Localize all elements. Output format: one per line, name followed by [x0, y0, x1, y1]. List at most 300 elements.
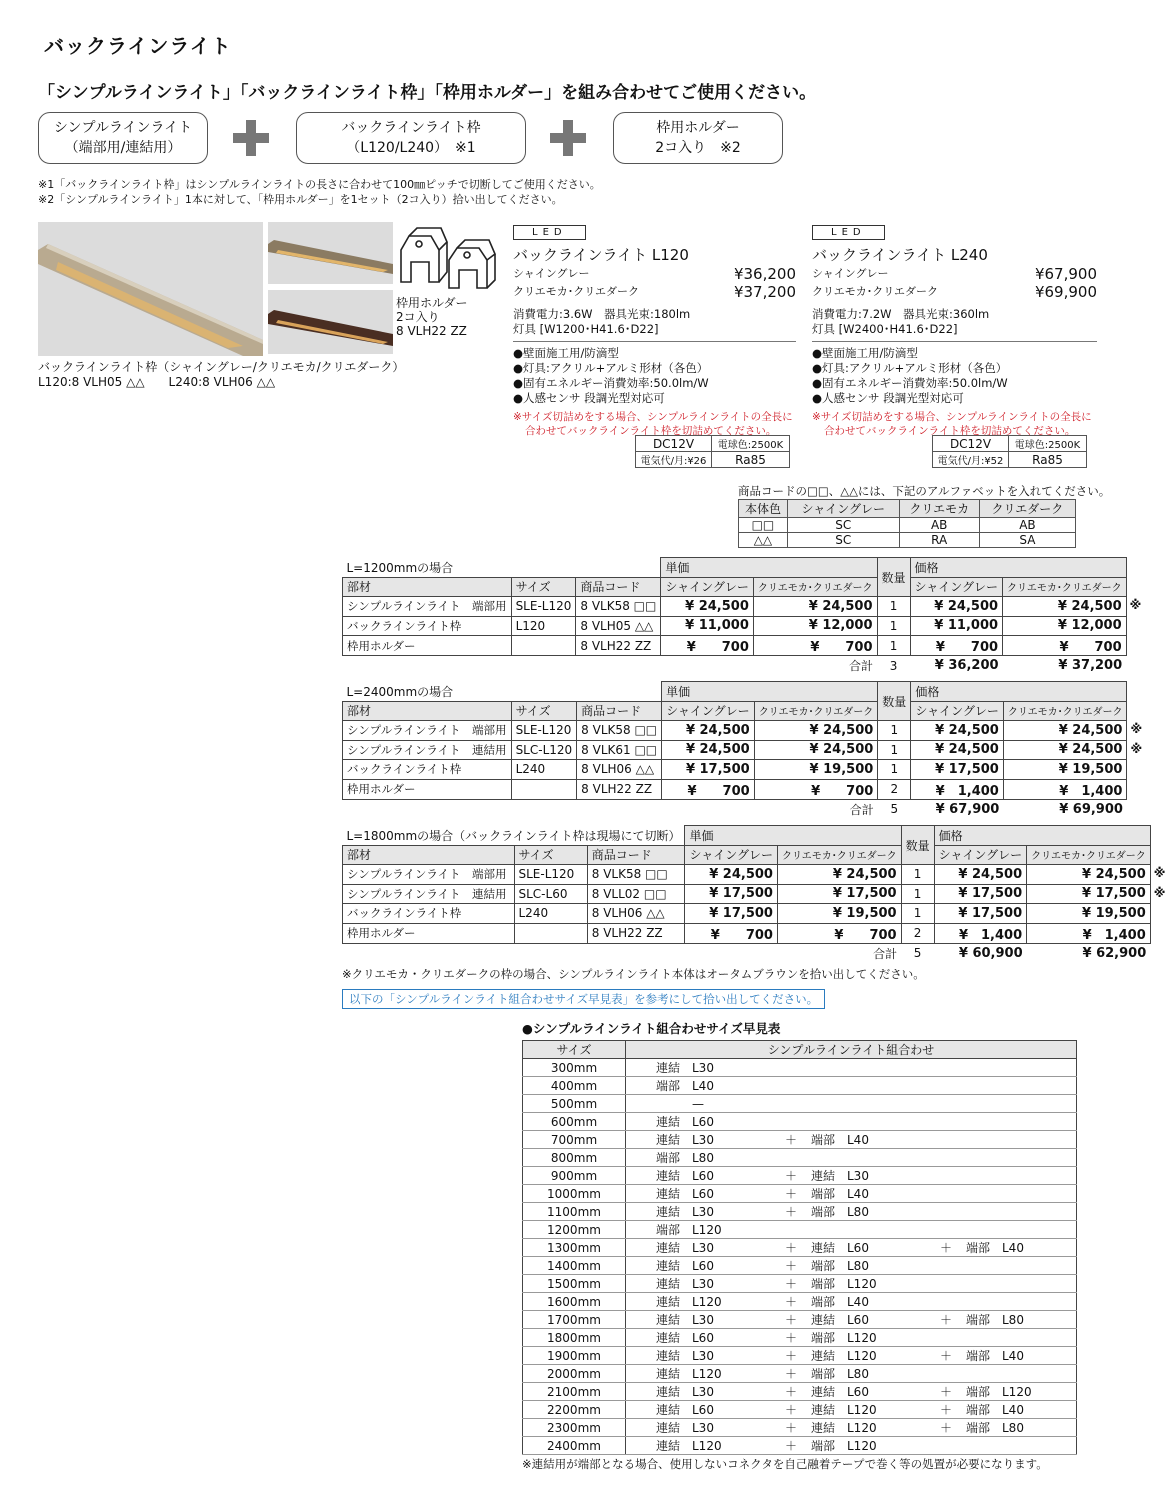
combo-part: 連結 L60	[656, 1403, 714, 1417]
code-cell: 8 VLH22 ZZ	[576, 636, 661, 656]
code-cell: 本体色	[739, 500, 788, 518]
total-price: ¥ 62,900	[1082, 945, 1147, 961]
price-cell: ¥ 17,500	[911, 760, 1004, 780]
size-cell: L240	[511, 760, 577, 780]
qty-cell: 1	[878, 760, 911, 780]
table-caption: L=2400mmの場合	[346, 684, 454, 699]
combo-part: 連結 L60	[811, 1313, 869, 1327]
size-cell: SLE-L120	[511, 597, 576, 617]
part-header: 部材	[343, 701, 512, 721]
price-cell	[1003, 779, 1127, 799]
combo-cell	[626, 1149, 1076, 1166]
code-cell: クリエモカ	[899, 500, 979, 518]
combo-part: ＋	[784, 1133, 797, 1147]
cm-header: クリエモカ･クリエダーク	[777, 845, 901, 865]
price-cell: ¥ 24,500	[910, 597, 1003, 617]
table-row	[523, 1293, 1077, 1311]
spec-1: 消費電力:3.6W 器具光束:180lm	[513, 307, 691, 321]
size-cell: 2300mm	[523, 1419, 626, 1437]
size-cell: 2100mm	[523, 1383, 626, 1401]
combo-part: 端部 L40	[966, 1403, 1024, 1417]
combo-part: ＋	[939, 1313, 952, 1327]
qty-cell: 2	[901, 923, 934, 943]
size-cell	[511, 636, 576, 656]
unit-price-cell: ¥ 17,500	[685, 884, 778, 904]
price-value: ¥ 700	[1059, 640, 1122, 655]
combo-part: 連結 L30	[656, 1061, 714, 1075]
price-row	[812, 265, 1097, 283]
price-table	[342, 557, 1142, 675]
plus-icon	[548, 118, 588, 158]
code-cell: AB	[979, 518, 1075, 533]
total-label: 合計	[873, 946, 898, 961]
code-cell: □□	[739, 518, 788, 533]
warning: ※サイズ切詰めをする場合、シンプルラインライトの全長に	[513, 411, 793, 423]
sg-header: シャイングレー	[662, 701, 755, 721]
size-cell: 800mm	[523, 1149, 626, 1167]
price-value: ¥67,900	[1034, 265, 1097, 283]
qty-cell: 1	[877, 616, 910, 636]
cm-header: クリエモカ･クリエダーク	[753, 577, 877, 597]
combo-part: 端部 L40	[656, 1079, 714, 1093]
component-line2: 2コ入り ※2	[655, 140, 741, 156]
combo-part: 端部 L120	[811, 1439, 877, 1453]
combo-part: ＋	[784, 1349, 797, 1363]
unit-price-cell: ¥ 24,500	[662, 721, 755, 741]
table-row	[343, 865, 1151, 885]
size-cell: 700mm	[523, 1131, 626, 1149]
code-cell: △△	[739, 533, 788, 548]
combo-part: ＋	[784, 1403, 797, 1417]
table-row	[523, 1221, 1077, 1239]
combo-part: ＋	[784, 1439, 797, 1453]
qty-cell: 2	[878, 779, 911, 799]
combo-part: 連結 L120	[656, 1439, 722, 1453]
size-header: サイズ	[511, 577, 576, 597]
table-row	[343, 721, 1127, 741]
combo-part: ＋	[784, 1277, 797, 1291]
plus-icon	[231, 118, 271, 158]
price-cell	[1003, 597, 1142, 617]
price-cell: ¥ 24,500	[911, 721, 1004, 741]
table-row	[523, 1077, 1077, 1095]
table-row	[343, 636, 1127, 656]
unit-price-cell: ¥ 700	[685, 923, 778, 943]
combo-part: 端部 L120	[966, 1385, 1032, 1399]
table-row	[523, 1131, 1077, 1149]
combo-part: 連結 L120	[656, 1295, 722, 1309]
price-cell: ¥ 1,400	[934, 923, 1027, 943]
qty-cell: 1	[901, 865, 934, 885]
combo-part: 端部 L120	[811, 1331, 877, 1345]
table-row	[343, 760, 1127, 780]
warning: 合わせてバックラインライト枠を切詰めてください。	[525, 425, 777, 437]
combo-part: 連結 L60	[656, 1259, 714, 1273]
total-row	[343, 943, 1151, 963]
table-row	[343, 779, 1127, 799]
combo-part: 連結 L30	[656, 1421, 714, 1435]
feature: ●壁面施工用/防滴型	[513, 346, 619, 360]
photo-caption	[38, 360, 404, 390]
size-cell: 2200mm	[523, 1401, 626, 1419]
sg-header: シャイングレー	[685, 845, 778, 865]
code-cell: クリエダーク	[979, 500, 1075, 518]
combo-part: ＋	[784, 1187, 797, 1201]
price-value: ¥37,200	[733, 283, 796, 301]
combo-part: ＋	[784, 1331, 797, 1345]
price-cell: ¥ 24,500	[934, 865, 1027, 885]
combo-cell	[626, 1275, 1076, 1292]
price-header: 価格	[910, 558, 1126, 578]
ra-value: Ra85	[712, 452, 790, 468]
combo-part: 連結 L30	[656, 1277, 714, 1291]
combo-header: シンプルラインライト組合わせ	[626, 1041, 1077, 1059]
code-cell: 8 VLK58 □□	[576, 597, 661, 617]
feature: ●壁面施工用/防滴型	[812, 346, 918, 360]
spec-1: 消費電力:7.2W 器具光束:360lm	[812, 307, 990, 321]
price-row	[812, 283, 1097, 301]
combo-cell	[626, 1095, 1076, 1112]
combo-part: 連結 L120	[811, 1349, 877, 1363]
combo-part: 連結 L120	[656, 1367, 722, 1381]
combo-part: 連結 L60	[656, 1331, 714, 1345]
unit-price-cell: ¥ 24,500	[754, 721, 878, 741]
component-line1: 枠用ホルダー	[656, 120, 740, 136]
asterisk-mark: ※	[1153, 866, 1165, 880]
part-cell: バックラインライト枠	[343, 760, 512, 780]
combo-part: 端部 L120	[811, 1277, 877, 1291]
part-cell: バックラインライト枠	[343, 904, 515, 924]
price-value: ¥ 1,400	[1082, 927, 1146, 943]
price-cell: ¥ 11,000	[910, 616, 1003, 636]
combo-part: 連結 L30	[656, 1241, 714, 1255]
holder-caption-line2: 2コ入り	[396, 310, 440, 324]
combo-part: 端部 L40	[811, 1295, 869, 1309]
size-cell: 1400mm	[523, 1257, 626, 1275]
part-cell: シンプルラインライト 端部用	[343, 597, 512, 617]
product-photo-dark	[268, 290, 393, 354]
code-note: 商品コードの□□、△△には、下記のアルファベットを入れてください。	[738, 484, 1111, 498]
sg-header: シャイングレー	[661, 577, 754, 597]
combo-part: ＋	[784, 1295, 797, 1309]
combo-cell	[626, 1131, 1076, 1148]
qty-cell: 1	[901, 904, 934, 924]
combo-part: 端部 L40	[811, 1187, 869, 1201]
table-row	[343, 597, 1127, 617]
product-photo-gray	[268, 222, 393, 284]
total-qty: 5	[890, 802, 899, 816]
price-value: ¥ 24,500	[1058, 742, 1123, 758]
code-cell: 8 VLH22 ZZ	[577, 779, 662, 799]
code-cell: 8 VLK58 □□	[577, 721, 662, 741]
price-cell	[1027, 865, 1165, 885]
qty-cell: 1	[878, 740, 911, 760]
total-label: 合計	[848, 659, 873, 673]
price-row	[513, 283, 796, 301]
table-row	[523, 1239, 1077, 1257]
photo-caption-line2: L120:8 VLH05 △△ L240:8 VLH06 △△	[38, 375, 276, 389]
component-line2: （L120/L240） ※1	[346, 140, 476, 156]
size-cell: 1200mm	[523, 1221, 626, 1239]
unit-price-cell: ¥ 17,500	[685, 904, 778, 924]
sg-header: シャイングレー	[911, 701, 1004, 721]
combo-part: 連結 L30	[656, 1133, 714, 1147]
asterisk-mark: ※	[1130, 741, 1143, 756]
size-cell	[511, 779, 577, 799]
price-table	[342, 825, 1165, 963]
size-cell: 1800mm	[523, 1329, 626, 1347]
cm-header: クリエモカ･クリエダーク	[754, 701, 878, 721]
total-price: ¥ 36,200	[934, 658, 999, 673]
unit-price-cell: ¥ 700	[753, 636, 877, 656]
code-cell: シャイングレー	[787, 500, 899, 518]
code-header: 商品コード	[576, 577, 661, 597]
combo-part: 連結 L120	[811, 1403, 877, 1417]
combo-cell	[626, 1329, 1076, 1346]
part-cell: シンプルラインライト 連結用	[343, 884, 515, 904]
qty-header: 数量	[877, 558, 910, 597]
combo-cell	[626, 1257, 1076, 1274]
combo-cell	[626, 1401, 1076, 1418]
price-value: ¥69,900	[1034, 283, 1097, 301]
combo-part: 連結 L60	[656, 1115, 714, 1129]
combo-part: 連結 L120	[811, 1421, 877, 1435]
combo-part: 連結 L60	[656, 1169, 714, 1183]
price-row	[513, 265, 796, 283]
combo-cell	[626, 1239, 1076, 1256]
qty-cell: 1	[877, 636, 910, 656]
combo-part: ＋	[939, 1421, 952, 1435]
component-simple-line-light	[38, 112, 208, 164]
total-price: ¥ 37,200	[1058, 658, 1123, 673]
color-label: シャイングレー	[812, 267, 889, 280]
size-cell: 2000mm	[523, 1365, 626, 1383]
feature: ●灯具:アクリル+アルミ形材（各色）	[513, 361, 709, 375]
component-line1: シンプルラインライト	[53, 120, 193, 136]
combo-part: 端部 L40	[811, 1133, 869, 1147]
price-cell	[1003, 760, 1127, 780]
combo-part: 端部 L80	[966, 1421, 1024, 1435]
table-row	[523, 1329, 1077, 1347]
price-cell	[1027, 923, 1151, 943]
component-backline-frame	[296, 112, 526, 164]
holder-illustration	[395, 222, 500, 292]
price-header: 価格	[911, 682, 1127, 702]
size-cell: 1600mm	[523, 1293, 626, 1311]
combo-part: 端部 L80	[656, 1151, 714, 1165]
spec-2: 灯具 [W2400･H41.6･D22]	[812, 322, 1097, 342]
price-value: ¥ 24,500	[1058, 722, 1123, 738]
table-row	[523, 1149, 1077, 1167]
qty-cell: 1	[901, 884, 934, 904]
sg-header: シャイングレー	[910, 577, 1003, 597]
price-value: ¥36,200	[733, 265, 796, 283]
code-table	[738, 499, 1076, 548]
combo-part: 端部 L80	[811, 1367, 869, 1381]
price-cell: ¥ 17,500	[934, 884, 1027, 904]
spec-table-l120	[635, 435, 790, 468]
combo-part: ＋	[939, 1403, 952, 1417]
code-header: 商品コード	[587, 845, 685, 865]
note-after: ※クリエモカ・クリエダークの枠の場合、シンプルラインライト本体はオータムブラウンを拾い出してください。	[342, 967, 925, 981]
unit-price-cell: ¥ 700	[777, 923, 901, 943]
code-cell: 8 VLH06 △△	[587, 904, 685, 924]
product-card-l120	[513, 220, 796, 438]
unit-header: 単価	[685, 826, 901, 846]
feature: ●固有エネルギー消費効率:50.0lm/W	[812, 376, 1008, 390]
code-cell: SC	[787, 533, 899, 548]
lead-text: 「シンプルラインライト」「バックラインライト枠」「枠用ホルダー」を組み合わせてご使用ください。	[38, 83, 817, 103]
combo-cell	[626, 1383, 1076, 1400]
price-value: ¥ 24,500	[1082, 866, 1146, 882]
price-cell: ¥ 700	[910, 636, 1003, 656]
size-cell: 1700mm	[523, 1311, 626, 1329]
code-cell: AB	[899, 518, 979, 533]
combo-part: —	[656, 1097, 705, 1111]
price-cell: ¥ 1,400	[911, 779, 1004, 799]
size-table	[522, 1040, 1077, 1455]
voltage: DC12V	[636, 436, 712, 452]
code-cell: SC	[787, 518, 899, 533]
table-caption: L=1800mmの場合（バックラインライト枠は現場にて切断）	[346, 828, 681, 843]
combo-cell	[626, 1347, 1076, 1364]
qty-header: 数量	[901, 826, 934, 865]
combo-cell	[626, 1059, 1076, 1076]
combo-part: ＋	[784, 1385, 797, 1399]
code-cell: 8 VLH06 △△	[577, 760, 662, 780]
part-cell: シンプルラインライト 連結用	[343, 740, 512, 760]
qty-cell: 1	[878, 721, 911, 741]
size-header: サイズ	[523, 1041, 626, 1059]
unit-price-cell: ¥ 19,500	[754, 760, 878, 780]
color-label: シャイングレー	[513, 267, 590, 280]
total-qty: 5	[913, 946, 922, 960]
table-row	[343, 904, 1151, 924]
combo-part: 端部 L80	[811, 1259, 869, 1273]
price-value: ¥ 1,400	[1059, 783, 1123, 799]
combo-part: 連結 L60	[656, 1187, 714, 1201]
code-header: 商品コード	[577, 701, 662, 721]
asterisk-mark: ※	[1130, 722, 1143, 736]
size-cell: SLE-L120	[514, 865, 587, 885]
code-cell: 8 VLH05 △△	[576, 616, 661, 636]
table-row	[523, 1311, 1077, 1329]
part-cell: バックラインライト枠	[343, 616, 512, 636]
combo-cell	[626, 1293, 1076, 1310]
unit-price-cell: ¥ 19,500	[777, 904, 901, 924]
total-row	[343, 656, 1127, 676]
size-cell: SLC-L60	[514, 884, 587, 904]
code-cell: 8 VLK58 □□	[587, 865, 685, 885]
price-table	[342, 681, 1143, 819]
table-row	[523, 1113, 1077, 1131]
part-header: 部材	[343, 577, 512, 597]
combo-cell	[626, 1311, 1076, 1328]
electricity-cost: 電気代/月:¥26	[636, 452, 712, 468]
note-1: ※1「バックラインライト枠」はシンプルラインライトの長さに合わせて100㎜ピッチで切断してご使用ください。	[38, 178, 601, 191]
cm-header: クリエモカ･クリエダーク	[1003, 577, 1127, 597]
footer-note: ※連結用が端部となる場合、使用しないコネクタを自己融着テープで巻く等の処置が必要になります。	[522, 1457, 1048, 1471]
combo-part: ＋	[784, 1367, 797, 1381]
price-cell	[1003, 636, 1127, 656]
total-price: ¥ 67,900	[935, 801, 1000, 817]
sg-header: シャイングレー	[934, 845, 1027, 865]
combo-part: ＋	[939, 1349, 952, 1363]
table-row	[523, 1419, 1077, 1437]
combo-cell	[626, 1077, 1076, 1094]
qty-header: 数量	[878, 682, 911, 721]
table-row	[523, 1365, 1077, 1383]
combo-part: ＋	[939, 1241, 952, 1255]
holder-caption	[396, 296, 468, 338]
combo-part: 端部 L40	[966, 1349, 1024, 1363]
unit-price-cell: ¥ 24,500	[661, 597, 754, 617]
price-value: ¥ 12,000	[1057, 618, 1122, 634]
combo-cell	[626, 1203, 1076, 1220]
combo-part: 連結 L30	[656, 1349, 714, 1363]
size-cell: SLC-L120	[511, 740, 577, 760]
color-label: クリエモカ･クリエダーク	[513, 285, 640, 298]
holder-caption-line1: 枠用ホルダー	[396, 296, 468, 310]
size-cell: 1100mm	[523, 1203, 626, 1221]
combo-part: ＋	[784, 1421, 797, 1435]
table-row	[343, 616, 1127, 636]
combo-part: 連結 L60	[811, 1241, 869, 1255]
unit-price-cell: ¥ 24,500	[753, 597, 877, 617]
table-row	[523, 1383, 1077, 1401]
table-row	[343, 884, 1151, 904]
spec-table-l240	[932, 435, 1087, 468]
price-value: ¥ 19,500	[1082, 905, 1146, 921]
total-price: ¥ 60,900	[958, 945, 1023, 961]
combo-part: 連結 L60	[811, 1385, 869, 1399]
electricity-cost: 電気代/月:¥52	[933, 452, 1009, 468]
combo-cell	[626, 1419, 1076, 1436]
table-row	[523, 1185, 1077, 1203]
feature: ●固有エネルギー消費効率:50.0lm/W	[513, 376, 709, 390]
size-cell: L120	[511, 616, 576, 636]
component-holder	[613, 112, 783, 164]
unit-price-cell: ¥ 24,500	[685, 865, 778, 885]
total-qty: 3	[889, 658, 898, 673]
unit-header: 単価	[662, 682, 878, 702]
combo-cell	[626, 1167, 1076, 1184]
unit-price-cell: ¥ 17,500	[662, 760, 755, 780]
combo-part: 端部 L40	[966, 1241, 1024, 1255]
unit-header: 単価	[661, 558, 877, 578]
price-cell	[1003, 616, 1127, 636]
combo-part: 連結 L30	[656, 1385, 714, 1399]
combo-cell	[626, 1365, 1076, 1382]
color-temp: 電球色:2500K	[712, 436, 790, 452]
unit-price-cell: ¥ 700	[662, 779, 755, 799]
combo-part: ＋	[784, 1169, 797, 1183]
size-cell: 1500mm	[523, 1275, 626, 1293]
product-photo-main	[38, 222, 263, 356]
combo-part: 連結 L30	[656, 1313, 714, 1327]
code-cell: 8 VLL02 □□	[587, 884, 685, 904]
combo-part: ＋	[784, 1241, 797, 1255]
size-table-title: ●シンプルラインライト組合わせサイズ早見表	[522, 1021, 781, 1036]
table-row	[523, 1437, 1077, 1455]
unit-price-cell: ¥ 24,500	[754, 740, 878, 760]
product-name: バックラインライト L120	[513, 246, 689, 264]
total-row	[343, 799, 1127, 819]
price-cell	[1027, 904, 1151, 924]
unit-price-cell: ¥ 24,500	[662, 740, 755, 760]
size-cell: 600mm	[523, 1113, 626, 1131]
unit-price-cell: ¥ 11,000	[661, 616, 754, 636]
